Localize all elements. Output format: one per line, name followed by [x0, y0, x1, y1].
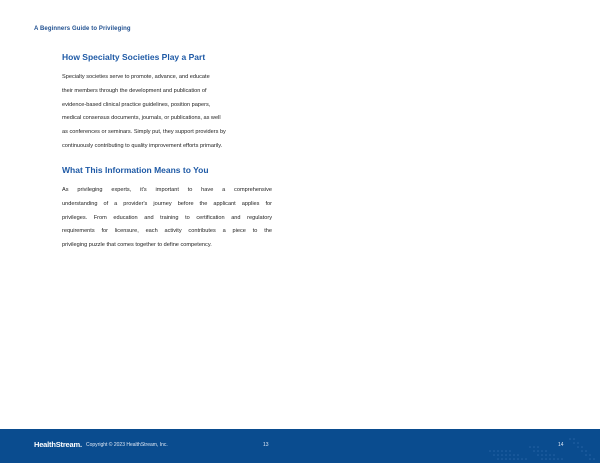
running-header: A Beginners Guide to Privileging: [34, 26, 131, 32]
section-specialty-societies: [62, 52, 272, 154]
paragraph-line: requirements for licensure, each activity contributes a piece to the: [62, 228, 272, 235]
paragraph-line: medical consensus documents, journals, or publications, as well: [62, 115, 221, 122]
copyright-text: Copyright © 2023 HealthStream, Inc.: [86, 442, 168, 448]
section-paragraph: [62, 71, 272, 154]
paragraph-line: evidence-based clinical practice guidelines, position papers,: [62, 101, 211, 108]
section-heading: How Specialty Societies Play a Part: [62, 52, 206, 62]
dot-pattern-decoration: [470, 429, 600, 463]
healthstream-logo: HealthStream.: [34, 440, 82, 449]
section-what-this-means: [62, 165, 272, 253]
page-footer: [0, 429, 600, 463]
paragraph-line: as conferences or seminars. Simply put, they support providers by: [62, 129, 226, 136]
page-number-right: 14: [558, 442, 564, 448]
section-heading: What This Information Means to You: [62, 165, 209, 175]
paragraph-line: As privileging experts, it's important to have a comprehensive: [62, 187, 272, 193]
paragraph-line: their members through the development and publication of: [62, 87, 207, 94]
paragraph-line: privileges. From education and training to certification and regulatory: [62, 214, 272, 221]
paragraph-line: Specialty societies serve to promote, advance, and educate: [62, 74, 210, 80]
paragraph-line: privileging puzzle that comes together to define competency.: [62, 242, 212, 249]
section-paragraph: [62, 184, 272, 253]
paragraph-line: continuously contributing to quality improvement efforts primarily.: [62, 142, 223, 149]
paragraph-line: understanding of a provider's journey before the applicant applies for: [62, 200, 272, 207]
page-number-left: 13: [263, 442, 269, 448]
